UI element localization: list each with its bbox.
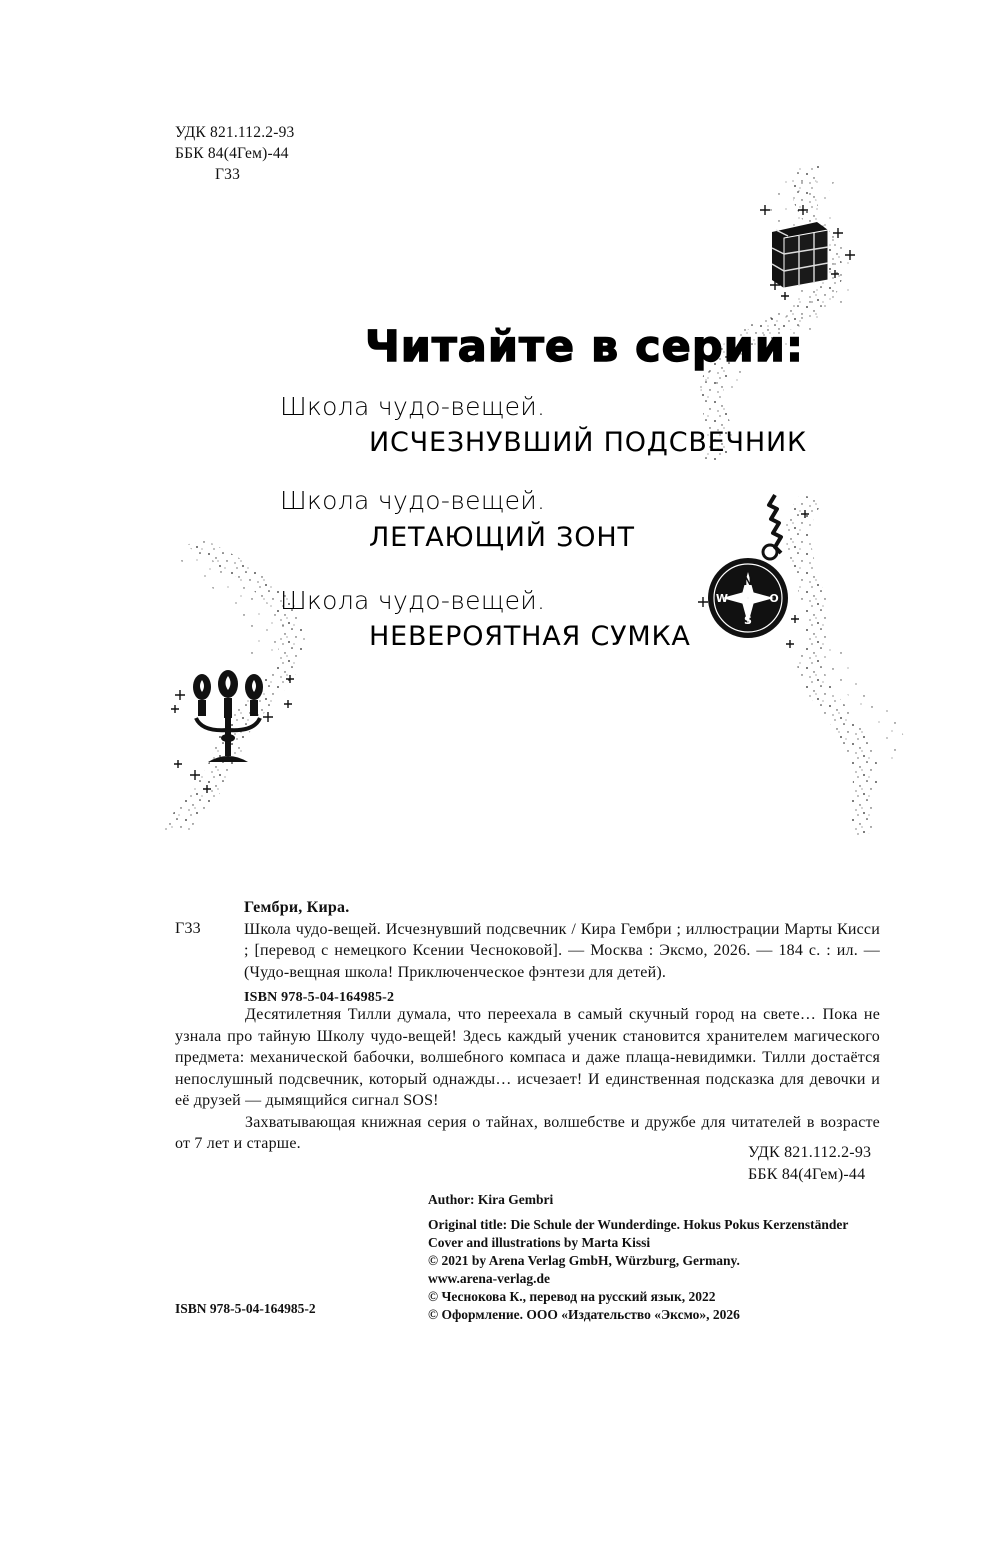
bibliography-code: Г33 — [175, 920, 201, 937]
series-book-1-series-name: Школа чудо-вещей. — [280, 392, 546, 421]
series-book-1-title: ИСЧЕЗНУВШИЙ ПОДСВЕЧНИК — [369, 427, 807, 458]
isbn-bibliography: ISBN 978-5-04-164985-2 — [244, 990, 395, 1005]
udk-code-bottom: УДК 821.112.2-93 — [748, 1144, 872, 1161]
bibliography-record — [244, 897, 880, 1011]
sparkle-trail-top — [690, 165, 855, 462]
compass-letter-s: S — [744, 614, 752, 627]
credit-copyright-translation: © Чеснокова К., перевод на русский язык, 2022 — [428, 1289, 716, 1304]
credits-block — [428, 1191, 848, 1324]
candelabra-icon — [193, 670, 263, 762]
credit-author: Author: Kira Gembri — [428, 1192, 554, 1207]
credit-copyright-design: © Оформление. ООО «Издательство «Эксмо», 2026 — [428, 1307, 740, 1322]
compass-letter-n: N — [743, 575, 753, 588]
series-heading: Читайте в серии: — [365, 322, 805, 372]
compass-icon — [708, 495, 788, 638]
cube-icon — [772, 222, 828, 288]
compass-letter-o: O — [769, 592, 779, 605]
udk-code-top: УДК 821.112.2-93 — [175, 124, 295, 141]
series-book-2-title: ЛЕТАЮЩИЙ ЗОНТ — [369, 522, 635, 553]
annotation — [175, 1004, 880, 1155]
author-code-top: Г33 — [215, 166, 241, 183]
bbk-code-top: ББК 84(4Гем)-44 — [175, 145, 289, 162]
credit-website: www.arena-verlag.de — [428, 1271, 550, 1286]
series-book-3-title: НЕВЕРОЯТНАЯ СУМКА — [369, 621, 691, 652]
bibliographic-description: Школа чудо-вещей. Исчезнувший подсвечник / Кира Гембри ; иллюстрации Марты Кисси ; [перевод с немецкого Ксении Чесноковой]. — Москва : Эксмо, 2026. — 184 с. : ил. — (Чудо-вещная школа! Приключенческое фэнтези для детей). — [244, 920, 880, 981]
author-heading: Гембри, Кира. — [244, 899, 350, 916]
isbn-bottom: ISBN 978-5-04-164985-2 — [175, 1301, 316, 1316]
compass-letter-w: W — [715, 592, 729, 605]
credit-cover: Cover and illustrations by Marta Kissi — [428, 1235, 651, 1250]
classification-bottom — [748, 1142, 871, 1186]
series-book-2-series-name: Школа чудо-вещей. — [280, 486, 546, 515]
bbk-code-bottom: ББК 84(4Гем)-44 — [748, 1166, 866, 1183]
sparkle-trail-right — [786, 495, 910, 835]
credit-copyright-arena: © 2021 by Arena Verlag GmbH, Würzburg, Germany. — [428, 1253, 740, 1268]
series-book-3-series-name: Школа чудо-вещей. — [280, 586, 546, 615]
annotation-text-2: Захватывающая книжная серия о тайнах, волшебстве и дружбе для читателей в возрасте от 7 лет и старше. — [175, 1113, 880, 1152]
credit-original-title: Original title: Die Schule der Wunderdinge. Hokus Pokus Kerzenständer — [428, 1217, 849, 1232]
classification-top — [175, 122, 294, 185]
annotation-text: Десятилетняя Тилли думала, что переехала в самый скучный город на свете… Пока не узнала про тайную Школу чудо-вещей! Здесь каждый ученик становится хранителем магического предмета: механической бабочки, волшебного компаса и даже плаща-невидимки. Тилли достаётся непослушный подсвечник, который однажды… исчезает! И единственная подсказка для девочки и её друзей — дымящийся сигнал SOS! — [175, 1006, 880, 1109]
